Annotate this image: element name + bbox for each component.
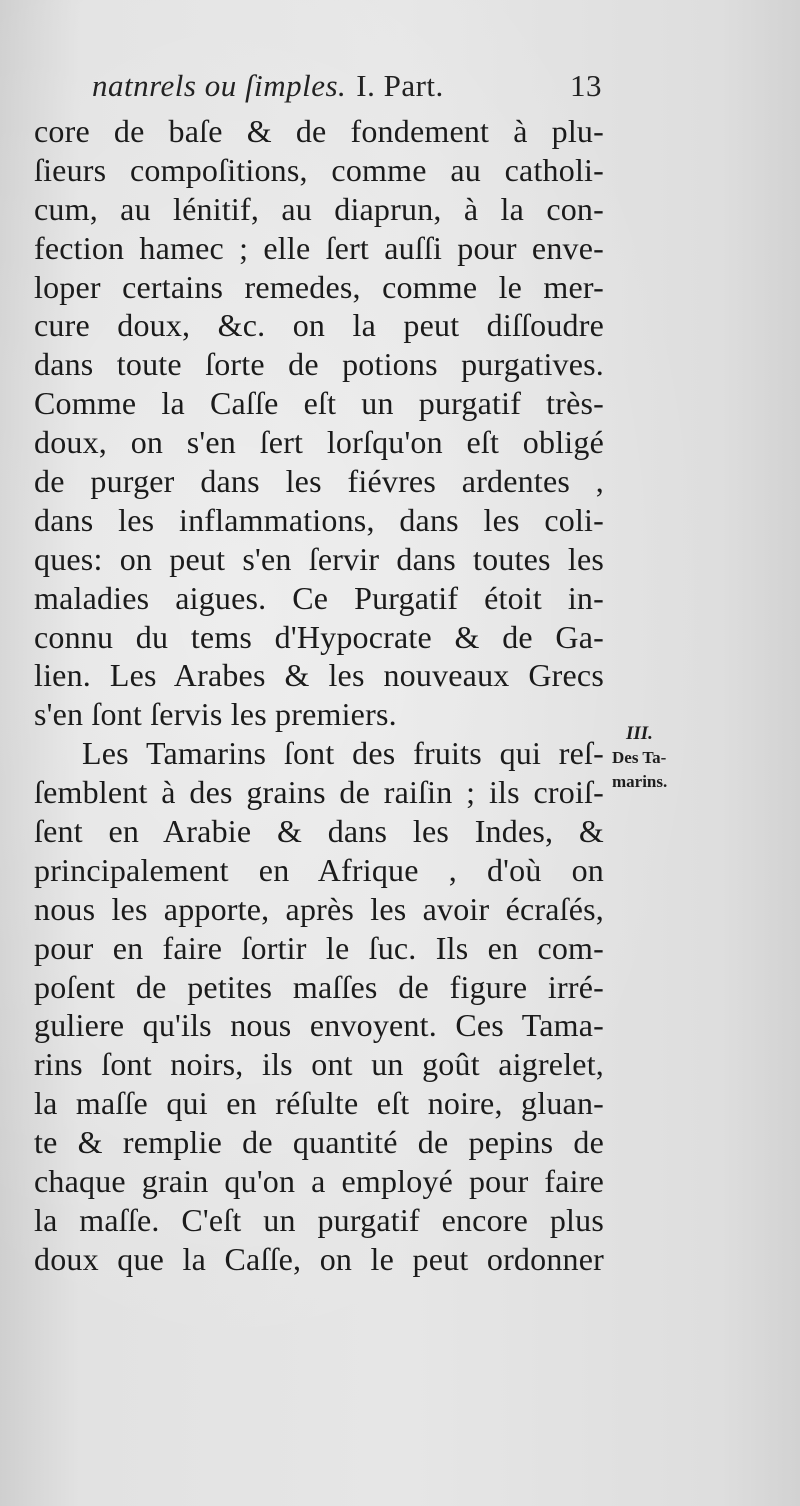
text-line: cure doux, &c. on la peut diſſoudre <box>34 307 604 344</box>
text-line: pour en faire ſortir le ſuc. Ils en com- <box>34 929 604 966</box>
text-line: guliere qu'ils nous envoyent. Ces Tama- <box>34 1007 604 1044</box>
text-line: la maſſe. C'eſt un purgatif encore plus <box>34 1201 604 1238</box>
text-line: principalement en Afrique , d'où on <box>34 851 604 888</box>
text-line: nous les apporte, après les avoir écraſés, <box>34 890 604 927</box>
text-line: dans toute ſorte de potions purgatives. <box>34 346 604 383</box>
running-head-title: natnrels ou ſimples. <box>92 68 347 103</box>
margin-note <box>612 722 722 794</box>
body-text <box>34 112 604 1279</box>
margin-note-line: marins. <box>612 772 668 791</box>
margin-note-line: Des Ta- <box>612 748 667 767</box>
text-line: doux que la Caſſe, on le peut ordonner <box>34 1240 604 1277</box>
running-head-part: I. Part. <box>356 68 444 103</box>
text-line: core de baſe & de fondement à plu- <box>34 113 604 149</box>
text-line: ſent en Arabie & dans les Indes, & <box>34 813 604 850</box>
running-head <box>92 66 602 106</box>
text-line: Les Tamarins ſont des fruits qui reſ- <box>82 735 604 772</box>
text-line: chaque grain qu'on a employé pour faire <box>34 1163 604 1200</box>
text-line: de purger dans les fiévres ardentes , <box>34 463 604 500</box>
text-line: dans les inflammations, dans les coli- <box>34 501 604 538</box>
text-line: Comme la Caſſe eſt un purgatif très- <box>34 385 604 422</box>
text-line: loper certains remedes, comme le mer- <box>34 268 604 305</box>
text-line: connu du tems d'Hypocrate & de Ga- <box>34 618 604 655</box>
text-line: maladies aigues. Ce Purgatif étoit in- <box>34 579 604 616</box>
text-line: la maſſe qui en réſulte eſt noire, gluan- <box>34 1085 604 1122</box>
text-line: s'en ſont ſervis les premiers. <box>34 696 397 733</box>
text-line: poſent de petites maſſes de figure irré- <box>34 968 604 1005</box>
text-line: lien. Les Arabes & les nouveaux Grecs <box>34 657 604 694</box>
text-line: ſieurs compoſitions, comme au catholi- <box>34 151 604 188</box>
text-line: fection hamec ; elle ſert auſſi pour enve- <box>34 229 604 266</box>
text-line: ques: on peut s'en ſervir dans toutes les <box>34 540 604 577</box>
text-line: te & remplie de quantité de pepins de <box>34 1124 604 1161</box>
text-line: doux, on s'en ſert lorſqu'on eſt obligé <box>34 424 604 461</box>
margin-note-number: III. <box>626 723 653 744</box>
text-line: cum, au lénitif, au diaprun, à la con- <box>34 190 604 227</box>
page-number: 13 <box>570 68 602 103</box>
text-line: ſemblent à des grains de raiſin ; ils croiſ- <box>34 774 604 811</box>
text-line: rins ſont noirs, ils ont un goût aigrelet, <box>34 1046 604 1083</box>
